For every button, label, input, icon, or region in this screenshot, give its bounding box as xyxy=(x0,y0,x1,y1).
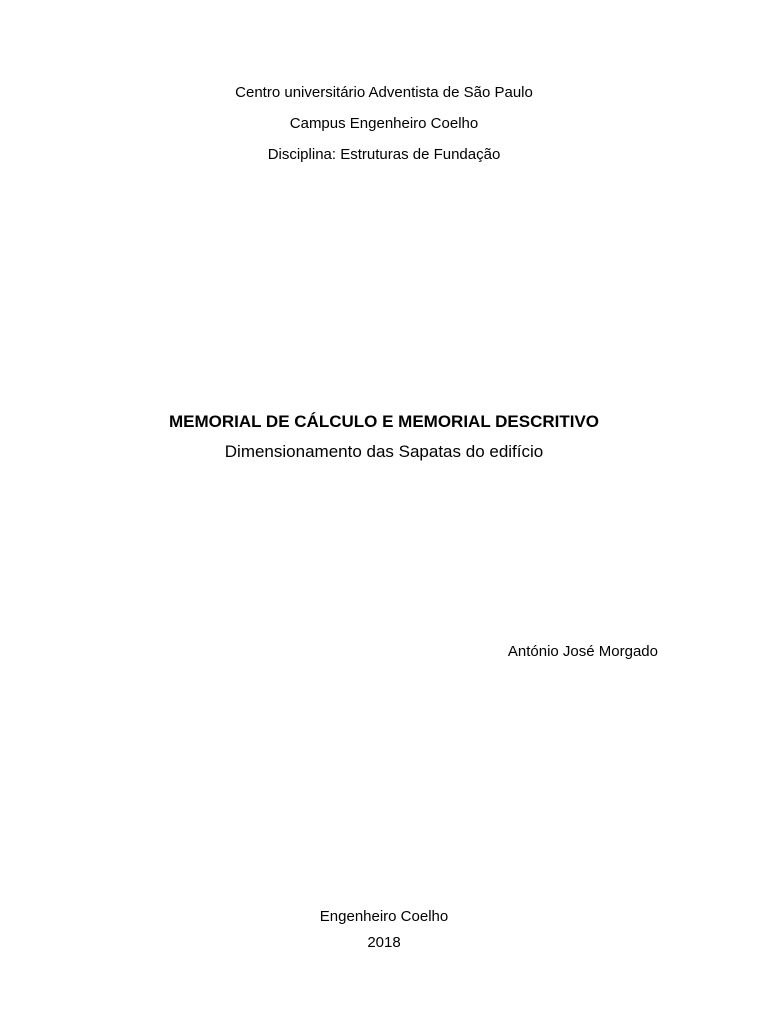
document-title: MEMORIAL DE CÁLCULO E MEMORIAL DESCRITIVO xyxy=(168,412,600,431)
institution-name: Centro universitário Adventista de São Paulo xyxy=(235,84,533,101)
footer-year: 2018 xyxy=(367,934,401,951)
document-subtitle: Dimensionamento das Sapatas do edifício xyxy=(224,442,544,461)
author-name: António José Morgado xyxy=(507,643,658,660)
footer-city: Engenheiro Coelho xyxy=(319,908,449,925)
campus-name: Campus Engenheiro Coelho xyxy=(289,115,479,132)
discipline-name: Disciplina: Estruturas de Fundação xyxy=(267,146,501,163)
